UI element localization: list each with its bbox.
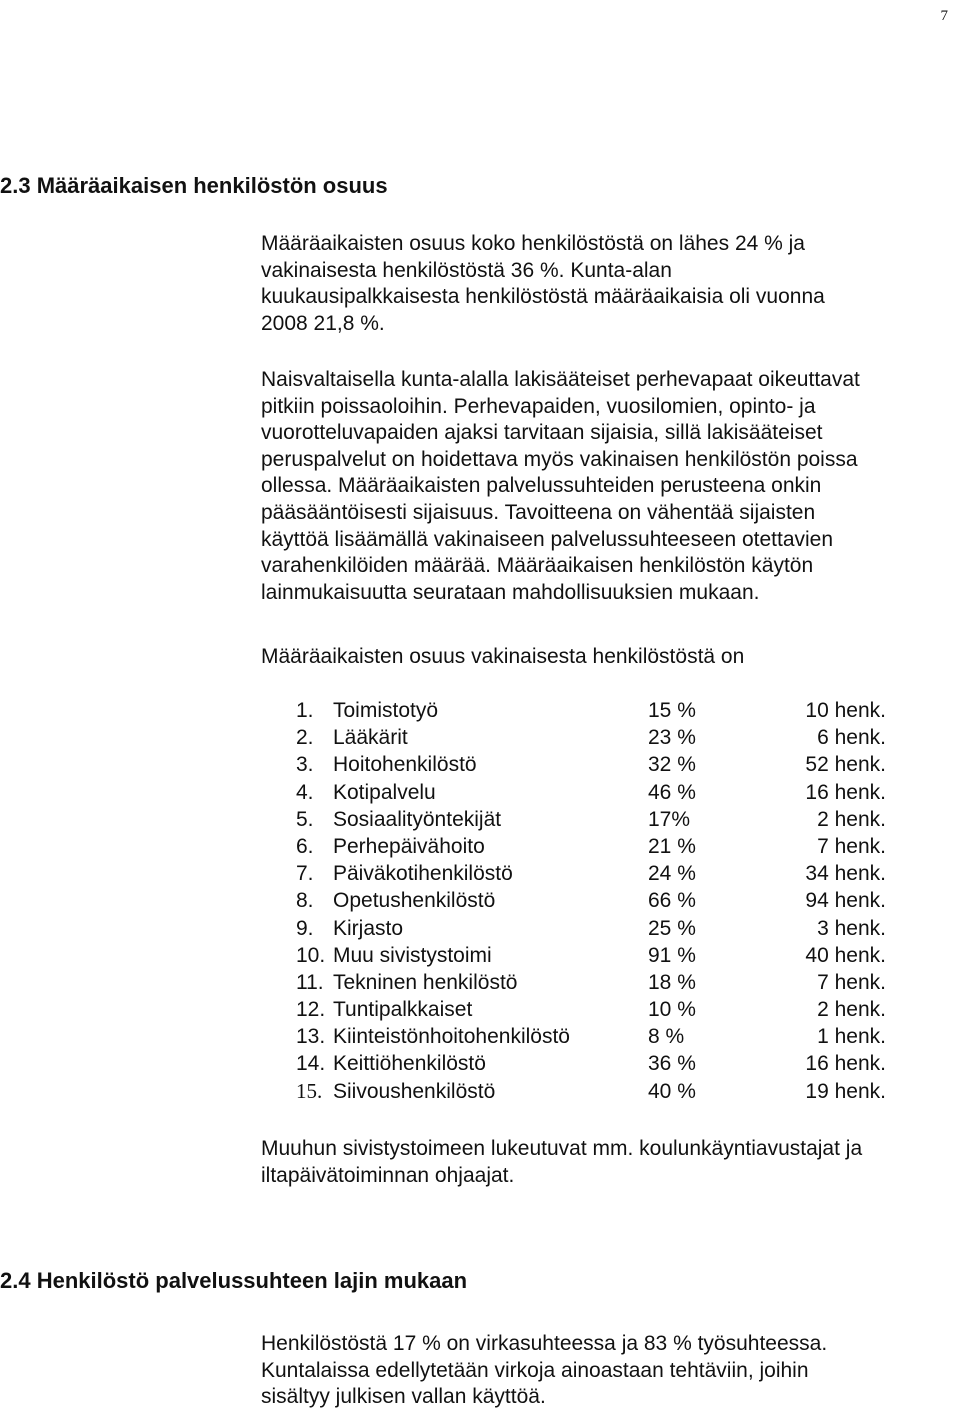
list-item-category: Lääkärit xyxy=(333,726,408,750)
list-item-category: Keittiöhenkilöstö xyxy=(333,1052,486,1076)
list-item xyxy=(0,969,960,996)
list-item-headcount: 34 henk. xyxy=(805,862,886,886)
list-item-headcount: 6 henk. xyxy=(817,726,886,750)
list-item xyxy=(0,697,960,724)
list-item-category: Tuntipalkkaiset xyxy=(333,998,473,1022)
list-item-percentage: 46 % xyxy=(648,780,696,804)
list-item-percentage: 8 % xyxy=(648,1025,685,1049)
list-item-category: Tekninen henkilöstö xyxy=(333,970,518,994)
list-item-number: 2. xyxy=(296,726,314,750)
list-item-number: 6. xyxy=(296,834,314,858)
text-line: iltapäivätoiminnan ohjaajat. xyxy=(261,1163,515,1187)
list-item-number: 1. xyxy=(296,699,314,722)
list-item-headcount: 10 henk. xyxy=(805,699,886,722)
list-item-percentage: 21 % xyxy=(648,834,696,858)
list-item-headcount: 2 henk. xyxy=(817,998,886,1022)
list-item-number: 15. xyxy=(296,1078,323,1103)
list-item xyxy=(0,1078,960,1105)
text-line: ollessa. Määräaikaisten palvelussuhteiden perusteena onkin xyxy=(261,474,822,498)
list-item-number: 3. xyxy=(296,753,314,777)
text-line: vakinaisesta henkilöstöstä 36 %. Kunta-alan xyxy=(261,258,672,282)
list-item-headcount: 19 henk. xyxy=(805,1079,886,1103)
list-item-category: Kotipalvelu xyxy=(333,780,436,804)
list-item-percentage: 24 % xyxy=(648,862,696,886)
list-item xyxy=(0,724,960,751)
list-item xyxy=(0,860,960,887)
list-item xyxy=(0,1023,960,1050)
list-item-headcount: 52 henk. xyxy=(805,753,886,777)
list-item-category: Toimistotyö xyxy=(333,699,439,722)
list-item-percentage: 17% xyxy=(648,807,691,831)
paragraph-note xyxy=(261,1136,862,1189)
list-item-headcount: 2 henk. xyxy=(817,807,886,831)
text-line: Määräaikaisten osuus vakinaisesta henkilöstöstä on xyxy=(261,645,745,668)
section-heading-2-4: 2.4 Henkilöstö palvelussuhteen lajin mukaan xyxy=(0,1268,468,1293)
list-item-headcount: 16 henk. xyxy=(805,1052,886,1076)
list-item-percentage: 15 % xyxy=(648,699,696,722)
text-line: pääsääntöisesti sijaisuus. Tavoitteena on vähentää sijaisten xyxy=(261,500,816,524)
list-item-category: Päiväkotihenkilöstö xyxy=(333,862,513,886)
list-item-percentage: 91 % xyxy=(648,943,696,967)
list-item-percentage: 10 % xyxy=(648,998,696,1022)
list-item-number: 7. xyxy=(296,862,314,886)
list-item-number: 13. xyxy=(296,1025,326,1049)
list-item-headcount: 16 henk. xyxy=(805,780,886,804)
list-item-number: 8. xyxy=(296,889,314,913)
text-line: Muuhun sivistystoimeen lukeutuvat mm. koulunkäyntiavustajat ja xyxy=(261,1137,863,1160)
list-item-number: 12. xyxy=(296,998,326,1022)
list-intro xyxy=(261,644,744,671)
paragraph-temporary-share xyxy=(261,231,825,337)
list-item-number: 11. xyxy=(296,970,324,994)
text-line: Määräaikaisten osuus koko henkilöstöstä on lähes 24 % ja xyxy=(261,232,805,255)
list-item-category: Opetushenkilöstö xyxy=(333,889,496,913)
list-item-category: Perhepäivähoito xyxy=(333,834,485,858)
text-line: peruspalvelut on hoidettava myös vakinaisen henkilöstön poissa xyxy=(261,447,858,471)
list-item-headcount: 1 henk. xyxy=(817,1025,886,1049)
list-item-headcount: 7 henk. xyxy=(817,834,886,858)
list-item-number: 14. xyxy=(296,1052,326,1076)
list-item xyxy=(0,887,960,914)
list-item-category: Hoitohenkilöstö xyxy=(333,753,477,777)
list-item xyxy=(0,915,960,942)
list-item xyxy=(0,942,960,969)
list-item-category: Kiinteistönhoitohenkilöstö xyxy=(333,1025,570,1049)
list-item-headcount: 40 henk. xyxy=(805,943,886,967)
paragraph-family-leave xyxy=(261,367,860,606)
list-item-percentage: 18 % xyxy=(648,970,696,994)
list-item-number: 4. xyxy=(296,780,314,804)
list-item-headcount: 94 henk. xyxy=(805,889,886,913)
list-item xyxy=(0,1050,960,1077)
list-item-percentage: 25 % xyxy=(648,916,696,940)
list-item-category: Kirjasto xyxy=(333,916,404,940)
list-item-percentage: 36 % xyxy=(648,1052,696,1076)
list-item xyxy=(0,779,960,806)
text-line: Naisvaltaisella kunta-alalla lakisääteiset perhevapaat oikeuttavat xyxy=(261,368,860,391)
section-heading-2-3: 2.3 Määräaikaisen henkilöstön osuus xyxy=(0,173,388,198)
text-line: vuorotteluvapaiden ajaksi tarvitaan sijaisia, sillä lakisääteiset xyxy=(261,421,823,445)
list-item-category: Muu sivistystoimi xyxy=(333,943,492,967)
list-item-category: Sosiaalityöntekijät xyxy=(333,807,502,831)
list-item-percentage: 40 % xyxy=(648,1079,696,1103)
text-line: käyttöä lisäämällä vakinaiseen palvelussuhteeseen otettavien xyxy=(261,527,834,551)
page-number: 7 xyxy=(940,8,948,24)
text-line: Henkilöstöstä 17 % on virkasuhteessa ja 83 % työsuhteessa. xyxy=(261,1332,828,1355)
list-item-percentage: 32 % xyxy=(648,753,696,777)
text-line: sisältyy julkisen vallan käyttöä. xyxy=(261,1385,546,1409)
list-item-number: 10. xyxy=(296,943,326,967)
list-item-number: 9. xyxy=(296,916,314,940)
text-line: kuukausipalkkaisesta henkilöstöstä määräaikaisia oli vuonna xyxy=(261,285,825,309)
paragraph-employment-type xyxy=(261,1331,827,1411)
list-item-percentage: 66 % xyxy=(648,889,696,913)
list-item xyxy=(0,996,960,1023)
list-item-percentage: 23 % xyxy=(648,726,696,750)
list-item-category: Siivoushenkilöstö xyxy=(333,1079,496,1103)
text-line: 2008 21,8 %. xyxy=(261,311,385,335)
temporary-staff-list xyxy=(0,697,960,1105)
list-item xyxy=(0,806,960,833)
list-item xyxy=(0,833,960,860)
list-item xyxy=(0,751,960,778)
list-item-headcount: 3 henk. xyxy=(817,916,886,940)
list-item-number: 5. xyxy=(296,807,314,831)
text-line: pitkiin poissaoloihin. Perhevapaiden, vuosilomien, opinto- ja xyxy=(261,394,816,418)
list-item-headcount: 7 henk. xyxy=(817,970,886,994)
text-line: lainmukaisuutta seurataan mahdollisuuksien mukaan. xyxy=(261,580,760,604)
text-line: Kuntalaissa edellytetään virkoja ainoastaan tehtäviin, joihin xyxy=(261,1358,809,1382)
text-line: varahenkilöiden määrää. Määräaikaisen henkilöstön käytön xyxy=(261,554,814,578)
